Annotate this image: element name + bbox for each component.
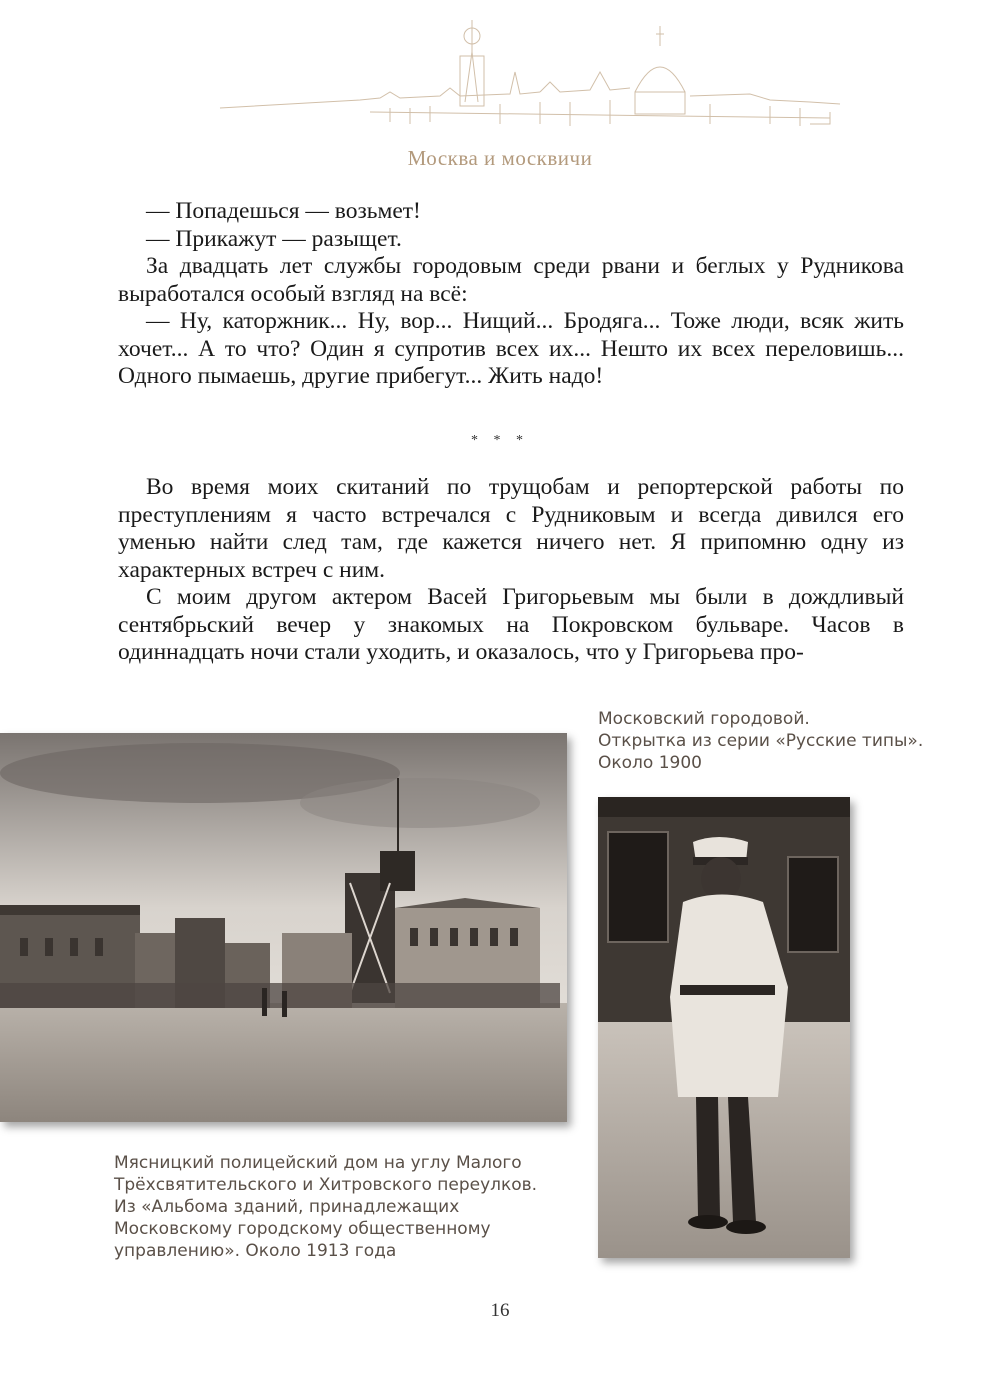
dialogue-line: — Попадешься — возьмет! <box>146 198 421 224</box>
dialogue-line: — Ну, каторжник... Ну, вор... Нищий... Бродяга... Тоже люди, всяк жить хочет... А то что? Один я супротив всех их... Нешто их всех переловишь... Одного пымаешь, другие прибегут... Жить надо! <box>118 308 904 389</box>
paragraph: За двадцать лет службы городовым среди рвани и беглых у Рудникова выработался особый взгляд на всё: <box>118 253 904 307</box>
page-number: 16 <box>490 1300 510 1321</box>
caption-line: управлению». Около 1913 года <box>114 1241 397 1261</box>
caption-line: Открытка из серии «Русские типы». <box>598 731 924 751</box>
caption-policeman <box>598 708 978 774</box>
caption-line: Мясницкий полицейский дом на углу Малого <box>114 1153 522 1173</box>
photo-policeman <box>598 797 850 1258</box>
photo-police-house <box>0 733 567 1122</box>
caption-line: Около 1900 <box>598 753 702 773</box>
body-text-top <box>118 198 904 391</box>
caption-line: Московскому городскому общественному <box>114 1219 491 1239</box>
dialogue-line: — Прикажут — разыщет. <box>146 225 402 252</box>
running-head: Москва и москвичи <box>407 146 593 170</box>
moscow-skyline-ornament <box>210 12 850 142</box>
caption-line: Московский городовой. <box>598 709 810 729</box>
caption-police-house <box>114 1152 554 1262</box>
body-text-bottom <box>118 474 904 667</box>
caption-line: Из «Альбома зданий, принадлежащих <box>114 1197 460 1217</box>
caption-line: Трёхсвятительского и Хитровского переулков. <box>114 1175 538 1195</box>
section-separator: * * * <box>471 433 529 448</box>
paragraph: С моим другом актером Васей Григорьевым мы были в дождливый сентябрьский вечер у знакомых на Покровском бульваре. Часов в одиннадцать ночи стали уходить, и оказалось, что у Григорьева про- <box>118 584 904 665</box>
paragraph: Во время моих скитаний по трущобам и репортерской работы по преступлениям я часто встречался с Рудниковым и всегда дивился его уменью найти след там, где кажется ничего нет. Я припомню одну из характерных встреч с ним. <box>118 474 904 583</box>
